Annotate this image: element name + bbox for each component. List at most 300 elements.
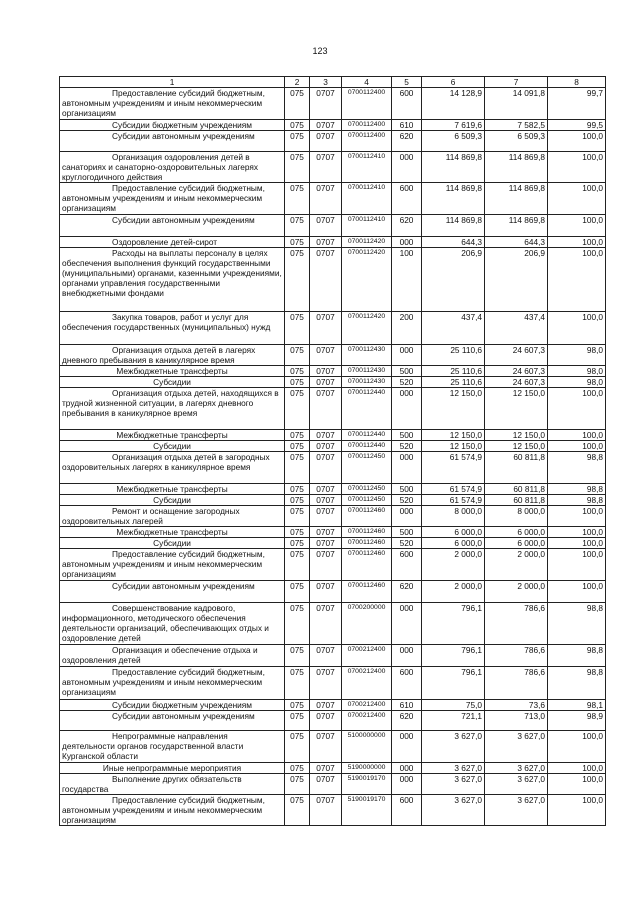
row-admin-code: 075 <box>285 795 310 826</box>
row-execution-percent: 100,0 <box>548 763 606 774</box>
table-row <box>60 645 606 667</box>
row-admin-code: 075 <box>285 495 310 506</box>
row-admin-code: 075 <box>285 538 310 549</box>
row-expense-type: 520 <box>392 538 422 549</box>
row-section-code: 0707 <box>310 183 342 215</box>
row-admin-code: 075 <box>285 215 310 237</box>
row-target-code: 0700212400 <box>342 700 392 711</box>
row-execution-percent: 100,0 <box>548 441 606 452</box>
row-execution-percent: 100,0 <box>548 248 606 312</box>
column-header-3: 3 <box>310 77 342 88</box>
row-name: Ремонт и оснащение загородных оздоровительных лагерей <box>60 506 285 527</box>
table-row <box>60 711 606 731</box>
table-row <box>60 183 606 215</box>
row-name: Предоставление субсидий бюджетным, автономным учреждениям и иным некоммерческим организациям <box>60 667 285 700</box>
row-expense-type: 500 <box>392 430 422 441</box>
row-target-code: 0700212400 <box>342 667 392 700</box>
row-executed-amount: 6 509,3 <box>485 131 548 152</box>
row-target-code: 0700212400 <box>342 645 392 667</box>
row-section-code: 0707 <box>310 763 342 774</box>
column-header-5: 5 <box>392 77 422 88</box>
row-admin-code: 075 <box>285 603 310 645</box>
row-planned-amount: 12 150,0 <box>422 430 485 441</box>
row-execution-percent: 98,0 <box>548 345 606 366</box>
row-expense-type: 000 <box>392 345 422 366</box>
row-admin-code: 075 <box>285 237 310 248</box>
row-target-code: 5190019170 <box>342 795 392 826</box>
row-executed-amount: 7 582,5 <box>485 120 548 131</box>
row-admin-code: 075 <box>285 667 310 700</box>
row-name: Субсидии <box>60 441 285 452</box>
row-target-code: 0700112400 <box>342 88 392 120</box>
row-planned-amount: 75,0 <box>422 700 485 711</box>
row-executed-amount: 114 869,8 <box>485 215 548 237</box>
row-expense-type: 000 <box>392 152 422 183</box>
row-admin-code: 075 <box>285 527 310 538</box>
row-planned-amount: 61 574,9 <box>422 484 485 495</box>
row-planned-amount: 61 574,9 <box>422 452 485 484</box>
row-admin-code: 075 <box>285 88 310 120</box>
row-target-code: 0700112400 <box>342 120 392 131</box>
row-execution-percent: 98,9 <box>548 711 606 731</box>
row-target-code: 5190000000 <box>342 763 392 774</box>
row-section-code: 0707 <box>310 711 342 731</box>
row-name: Субсидии <box>60 377 285 388</box>
row-execution-percent: 100,0 <box>548 538 606 549</box>
row-name: Совершенствование кадрового, информационного, методического обеспечения деятельности организаций, обеспечивающих отдых и оздоровление детей <box>60 603 285 645</box>
row-planned-amount: 6 509,3 <box>422 131 485 152</box>
row-name: Непрограммные направления деятельности органов государственной власти Курганской области <box>60 731 285 763</box>
row-executed-amount: 114 869,8 <box>485 152 548 183</box>
row-name: Субсидии бюджетным учреждениям <box>60 120 285 131</box>
row-section-code: 0707 <box>310 237 342 248</box>
row-section-code: 0707 <box>310 152 342 183</box>
row-planned-amount: 114 869,8 <box>422 152 485 183</box>
row-executed-amount: 24 607,3 <box>485 366 548 377</box>
row-admin-code: 075 <box>285 183 310 215</box>
table-row <box>60 345 606 366</box>
row-admin-code: 075 <box>285 430 310 441</box>
row-section-code: 0707 <box>310 88 342 120</box>
row-target-code: 0700212400 <box>342 711 392 731</box>
row-executed-amount: 786,6 <box>485 667 548 700</box>
row-execution-percent: 98,8 <box>548 667 606 700</box>
row-section-code: 0707 <box>310 495 342 506</box>
table-row <box>60 312 606 345</box>
row-execution-percent: 100,0 <box>548 506 606 527</box>
row-execution-percent: 98,1 <box>548 700 606 711</box>
row-name: Межбюджетные трансферты <box>60 484 285 495</box>
row-section-code: 0707 <box>310 452 342 484</box>
row-executed-amount: 3 627,0 <box>485 763 548 774</box>
budget-table <box>59 76 606 826</box>
row-name: Закупка товаров, работ и услуг для обеспечения государственных (муниципальных) нужд <box>60 312 285 345</box>
row-planned-amount: 14 128,9 <box>422 88 485 120</box>
row-planned-amount: 6 000,0 <box>422 538 485 549</box>
row-admin-code: 075 <box>285 700 310 711</box>
row-name: Организация и обеспечение отдыха и оздоровления детей <box>60 645 285 667</box>
row-name: Субсидии <box>60 538 285 549</box>
row-target-code: 0700112430 <box>342 377 392 388</box>
row-execution-percent: 100,0 <box>548 430 606 441</box>
row-section-code: 0707 <box>310 667 342 700</box>
row-executed-amount: 206,9 <box>485 248 548 312</box>
row-planned-amount: 25 110,6 <box>422 377 485 388</box>
row-admin-code: 075 <box>285 581 310 603</box>
row-expense-type: 520 <box>392 495 422 506</box>
row-expense-type: 100 <box>392 248 422 312</box>
row-expense-type: 000 <box>392 763 422 774</box>
row-section-code: 0707 <box>310 484 342 495</box>
table-row <box>60 774 606 795</box>
row-executed-amount: 713,0 <box>485 711 548 731</box>
table-row <box>60 441 606 452</box>
table-row <box>60 388 606 430</box>
row-section-code: 0707 <box>310 645 342 667</box>
column-header-4: 4 <box>342 77 392 88</box>
row-planned-amount: 644,3 <box>422 237 485 248</box>
row-expense-type: 200 <box>392 312 422 345</box>
row-executed-amount: 644,3 <box>485 237 548 248</box>
row-target-code: 0700112460 <box>342 538 392 549</box>
row-executed-amount: 2 000,0 <box>485 581 548 603</box>
row-expense-type: 620 <box>392 711 422 731</box>
row-execution-percent: 98,8 <box>548 484 606 495</box>
table-row <box>60 527 606 538</box>
table-row <box>60 248 606 312</box>
row-planned-amount: 796,1 <box>422 645 485 667</box>
row-admin-code: 075 <box>285 131 310 152</box>
table-row <box>60 88 606 120</box>
row-execution-percent: 100,0 <box>548 581 606 603</box>
row-name: Иные непрограммные мероприятия <box>60 763 285 774</box>
row-executed-amount: 6 000,0 <box>485 527 548 538</box>
row-expense-type: 000 <box>392 506 422 527</box>
row-target-code: 0700112440 <box>342 441 392 452</box>
row-name: Организация отдыха детей в загородных оздоровительных лагерях в каникулярное время <box>60 452 285 484</box>
row-target-code: 0700112440 <box>342 430 392 441</box>
row-admin-code: 075 <box>285 774 310 795</box>
row-name: Субсидии автономным учреждениям <box>60 131 285 152</box>
table-row <box>60 377 606 388</box>
row-admin-code: 075 <box>285 248 310 312</box>
row-execution-percent: 98,8 <box>548 603 606 645</box>
row-target-code: 0700112410 <box>342 152 392 183</box>
row-target-code: 0700112430 <box>342 345 392 366</box>
row-execution-percent: 100,0 <box>548 549 606 581</box>
row-expense-type: 500 <box>392 366 422 377</box>
row-target-code: 0700112460 <box>342 549 392 581</box>
column-header-2: 2 <box>285 77 310 88</box>
row-target-code: 0700112460 <box>342 581 392 603</box>
row-execution-percent: 100,0 <box>548 183 606 215</box>
row-section-code: 0707 <box>310 549 342 581</box>
row-name: Организация отдыха детей, находящихся в трудной жизненной ситуации, в лагерях дневного пребывания в каникулярное время <box>60 388 285 430</box>
row-planned-amount: 2 000,0 <box>422 549 485 581</box>
table-row <box>60 430 606 441</box>
row-target-code: 0700112460 <box>342 527 392 538</box>
row-executed-amount: 437,4 <box>485 312 548 345</box>
row-planned-amount: 61 574,9 <box>422 495 485 506</box>
row-planned-amount: 12 150,0 <box>422 441 485 452</box>
row-section-code: 0707 <box>310 527 342 538</box>
row-name: Предоставление субсидий бюджетным, автономным учреждениям и иным некоммерческим организациям <box>60 183 285 215</box>
row-section-code: 0707 <box>310 312 342 345</box>
row-expense-type: 520 <box>392 441 422 452</box>
row-name: Предоставление субсидий бюджетным, автономным учреждениям и иным некоммерческим организациям <box>60 88 285 120</box>
row-admin-code: 075 <box>285 549 310 581</box>
row-expense-type: 500 <box>392 527 422 538</box>
row-admin-code: 075 <box>285 506 310 527</box>
row-target-code: 0700112410 <box>342 215 392 237</box>
row-execution-percent: 100,0 <box>548 312 606 345</box>
row-execution-percent: 100,0 <box>548 215 606 237</box>
row-execution-percent: 100,0 <box>548 388 606 430</box>
row-execution-percent: 100,0 <box>548 527 606 538</box>
row-execution-percent: 100,0 <box>548 795 606 826</box>
row-section-code: 0707 <box>310 506 342 527</box>
table-body <box>60 88 606 826</box>
row-section-code: 0707 <box>310 581 342 603</box>
row-expense-type: 000 <box>392 731 422 763</box>
row-admin-code: 075 <box>285 711 310 731</box>
table-row <box>60 152 606 183</box>
row-executed-amount: 3 627,0 <box>485 731 548 763</box>
row-executed-amount: 8 000,0 <box>485 506 548 527</box>
table-row <box>60 731 606 763</box>
row-expense-type: 500 <box>392 484 422 495</box>
row-name: Предоставление субсидий бюджетным, автономным учреждениям и иным некоммерческим организациям <box>60 795 285 826</box>
page-number: 123 <box>312 46 328 56</box>
table-row <box>60 603 606 645</box>
row-target-code: 5190019170 <box>342 774 392 795</box>
row-execution-percent: 99,5 <box>548 120 606 131</box>
row-target-code: 0700112410 <box>342 183 392 215</box>
column-header-1: 1 <box>60 77 285 88</box>
row-executed-amount: 24 607,3 <box>485 345 548 366</box>
table-row <box>60 484 606 495</box>
row-expense-type: 000 <box>392 774 422 795</box>
row-execution-percent: 100,0 <box>548 152 606 183</box>
table-row <box>60 452 606 484</box>
row-section-code: 0707 <box>310 248 342 312</box>
row-expense-type: 520 <box>392 377 422 388</box>
row-name: Субсидии автономным учреждениям <box>60 711 285 731</box>
row-planned-amount: 25 110,6 <box>422 345 485 366</box>
row-name: Расходы на выплаты персоналу в целях обеспечения выполнения функций государственными (муниципальными) органами, казенными учреждениями, органами управления государственными внебюджетными фондами <box>60 248 285 312</box>
row-expense-type: 000 <box>392 388 422 430</box>
row-planned-amount: 12 150,0 <box>422 388 485 430</box>
row-executed-amount: 3 627,0 <box>485 795 548 826</box>
row-admin-code: 075 <box>285 388 310 430</box>
row-section-code: 0707 <box>310 131 342 152</box>
row-execution-percent: 100,0 <box>548 237 606 248</box>
row-execution-percent: 98,0 <box>548 377 606 388</box>
row-admin-code: 075 <box>285 763 310 774</box>
row-executed-amount: 60 811,8 <box>485 452 548 484</box>
row-name: Субсидии <box>60 495 285 506</box>
row-name: Оздоровление детей-сирот <box>60 237 285 248</box>
row-execution-percent: 98,8 <box>548 495 606 506</box>
row-target-code: 0700112440 <box>342 388 392 430</box>
row-name: Выполнение других обязательств государства <box>60 774 285 795</box>
row-admin-code: 075 <box>285 152 310 183</box>
row-executed-amount: 60 811,8 <box>485 484 548 495</box>
row-expense-type: 610 <box>392 120 422 131</box>
column-header-8: 8 <box>548 77 606 88</box>
row-executed-amount: 73,6 <box>485 700 548 711</box>
row-execution-percent: 98,0 <box>548 366 606 377</box>
row-admin-code: 075 <box>285 377 310 388</box>
row-executed-amount: 12 150,0 <box>485 430 548 441</box>
row-admin-code: 075 <box>285 484 310 495</box>
row-planned-amount: 7 619,6 <box>422 120 485 131</box>
row-section-code: 0707 <box>310 430 342 441</box>
row-section-code: 0707 <box>310 731 342 763</box>
row-section-code: 0707 <box>310 774 342 795</box>
row-admin-code: 075 <box>285 452 310 484</box>
row-expense-type: 000 <box>392 645 422 667</box>
column-header-7: 7 <box>485 77 548 88</box>
row-target-code: 0700112400 <box>342 131 392 152</box>
row-execution-percent: 99,7 <box>548 88 606 120</box>
row-expense-type: 000 <box>392 603 422 645</box>
row-section-code: 0707 <box>310 388 342 430</box>
row-expense-type: 620 <box>392 131 422 152</box>
row-section-code: 0707 <box>310 120 342 131</box>
row-execution-percent: 100,0 <box>548 131 606 152</box>
row-target-code: 0700112460 <box>342 506 392 527</box>
row-planned-amount: 114 869,8 <box>422 183 485 215</box>
row-planned-amount: 3 627,0 <box>422 774 485 795</box>
row-section-code: 0707 <box>310 366 342 377</box>
row-planned-amount: 25 110,6 <box>422 366 485 377</box>
table-row <box>60 237 606 248</box>
row-execution-percent: 100,0 <box>548 774 606 795</box>
row-expense-type: 620 <box>392 581 422 603</box>
table-row <box>60 763 606 774</box>
row-planned-amount: 8 000,0 <box>422 506 485 527</box>
row-section-code: 0707 <box>310 441 342 452</box>
row-executed-amount: 3 627,0 <box>485 774 548 795</box>
row-expense-type: 600 <box>392 183 422 215</box>
row-section-code: 0707 <box>310 215 342 237</box>
row-planned-amount: 3 627,0 <box>422 731 485 763</box>
row-name: Субсидии бюджетным учреждениям <box>60 700 285 711</box>
row-executed-amount: 786,6 <box>485 603 548 645</box>
row-execution-percent: 98,8 <box>548 645 606 667</box>
table-row <box>60 549 606 581</box>
row-expense-type: 620 <box>392 215 422 237</box>
row-admin-code: 075 <box>285 312 310 345</box>
table-row <box>60 581 606 603</box>
row-target-code: 0700200000 <box>342 603 392 645</box>
row-planned-amount: 206,9 <box>422 248 485 312</box>
row-section-code: 0707 <box>310 377 342 388</box>
row-section-code: 0707 <box>310 345 342 366</box>
row-target-code: 0700112420 <box>342 312 392 345</box>
table-row <box>60 495 606 506</box>
row-section-code: 0707 <box>310 700 342 711</box>
table-header-row <box>60 77 606 88</box>
row-target-code: 0700112420 <box>342 237 392 248</box>
column-header-6: 6 <box>422 77 485 88</box>
row-planned-amount: 114 869,8 <box>422 215 485 237</box>
row-planned-amount: 437,4 <box>422 312 485 345</box>
row-planned-amount: 796,1 <box>422 667 485 700</box>
row-executed-amount: 786,6 <box>485 645 548 667</box>
table-row <box>60 120 606 131</box>
row-expense-type: 610 <box>392 700 422 711</box>
table-row <box>60 667 606 700</box>
row-admin-code: 075 <box>285 441 310 452</box>
row-execution-percent: 100,0 <box>548 731 606 763</box>
row-name: Предоставление субсидий бюджетным, автономным учреждениям и иным некоммерческим организациям <box>60 549 285 581</box>
row-name: Организация отдыха детей в лагерях дневного пребывания в каникулярное время <box>60 345 285 366</box>
row-planned-amount: 6 000,0 <box>422 527 485 538</box>
table-row <box>60 215 606 237</box>
row-expense-type: 600 <box>392 549 422 581</box>
row-admin-code: 075 <box>285 345 310 366</box>
table-row <box>60 506 606 527</box>
row-section-code: 0707 <box>310 603 342 645</box>
row-expense-type: 600 <box>392 667 422 700</box>
row-admin-code: 075 <box>285 731 310 763</box>
row-executed-amount: 114 869,8 <box>485 183 548 215</box>
row-executed-amount: 14 091,8 <box>485 88 548 120</box>
row-name: Межбюджетные трансферты <box>60 527 285 538</box>
row-name: Межбюджетные трансферты <box>60 366 285 377</box>
row-name: Субсидии автономным учреждениям <box>60 581 285 603</box>
row-expense-type: 600 <box>392 88 422 120</box>
row-target-code: 0700112430 <box>342 366 392 377</box>
table-row <box>60 131 606 152</box>
table-row <box>60 700 606 711</box>
row-section-code: 0707 <box>310 538 342 549</box>
row-target-code: 0700112450 <box>342 484 392 495</box>
row-target-code: 0700112420 <box>342 248 392 312</box>
row-planned-amount: 721,1 <box>422 711 485 731</box>
row-admin-code: 075 <box>285 645 310 667</box>
row-executed-amount: 6 000,0 <box>485 538 548 549</box>
table-row <box>60 795 606 826</box>
row-execution-percent: 98,8 <box>548 452 606 484</box>
row-expense-type: 000 <box>392 452 422 484</box>
row-planned-amount: 3 627,0 <box>422 763 485 774</box>
row-target-code: 5100000000 <box>342 731 392 763</box>
row-planned-amount: 2 000,0 <box>422 581 485 603</box>
row-admin-code: 075 <box>285 120 310 131</box>
row-target-code: 0700112450 <box>342 495 392 506</box>
row-executed-amount: 2 000,0 <box>485 549 548 581</box>
row-executed-amount: 24 607,3 <box>485 377 548 388</box>
row-executed-amount: 60 811,8 <box>485 495 548 506</box>
row-name: Организация оздоровления детей в санаториях и санаторно-оздоровительных лагерях круглогодичного действия <box>60 152 285 183</box>
row-name: Межбюджетные трансферты <box>60 430 285 441</box>
row-admin-code: 075 <box>285 366 310 377</box>
row-expense-type: 000 <box>392 237 422 248</box>
row-name: Субсидии автономным учреждениям <box>60 215 285 237</box>
table-row <box>60 366 606 377</box>
row-planned-amount: 3 627,0 <box>422 795 485 826</box>
table-row <box>60 538 606 549</box>
row-executed-amount: 12 150,0 <box>485 388 548 430</box>
row-expense-type: 600 <box>392 795 422 826</box>
row-target-code: 0700112450 <box>342 452 392 484</box>
row-section-code: 0707 <box>310 795 342 826</box>
row-planned-amount: 796,1 <box>422 603 485 645</box>
row-executed-amount: 12 150,0 <box>485 441 548 452</box>
